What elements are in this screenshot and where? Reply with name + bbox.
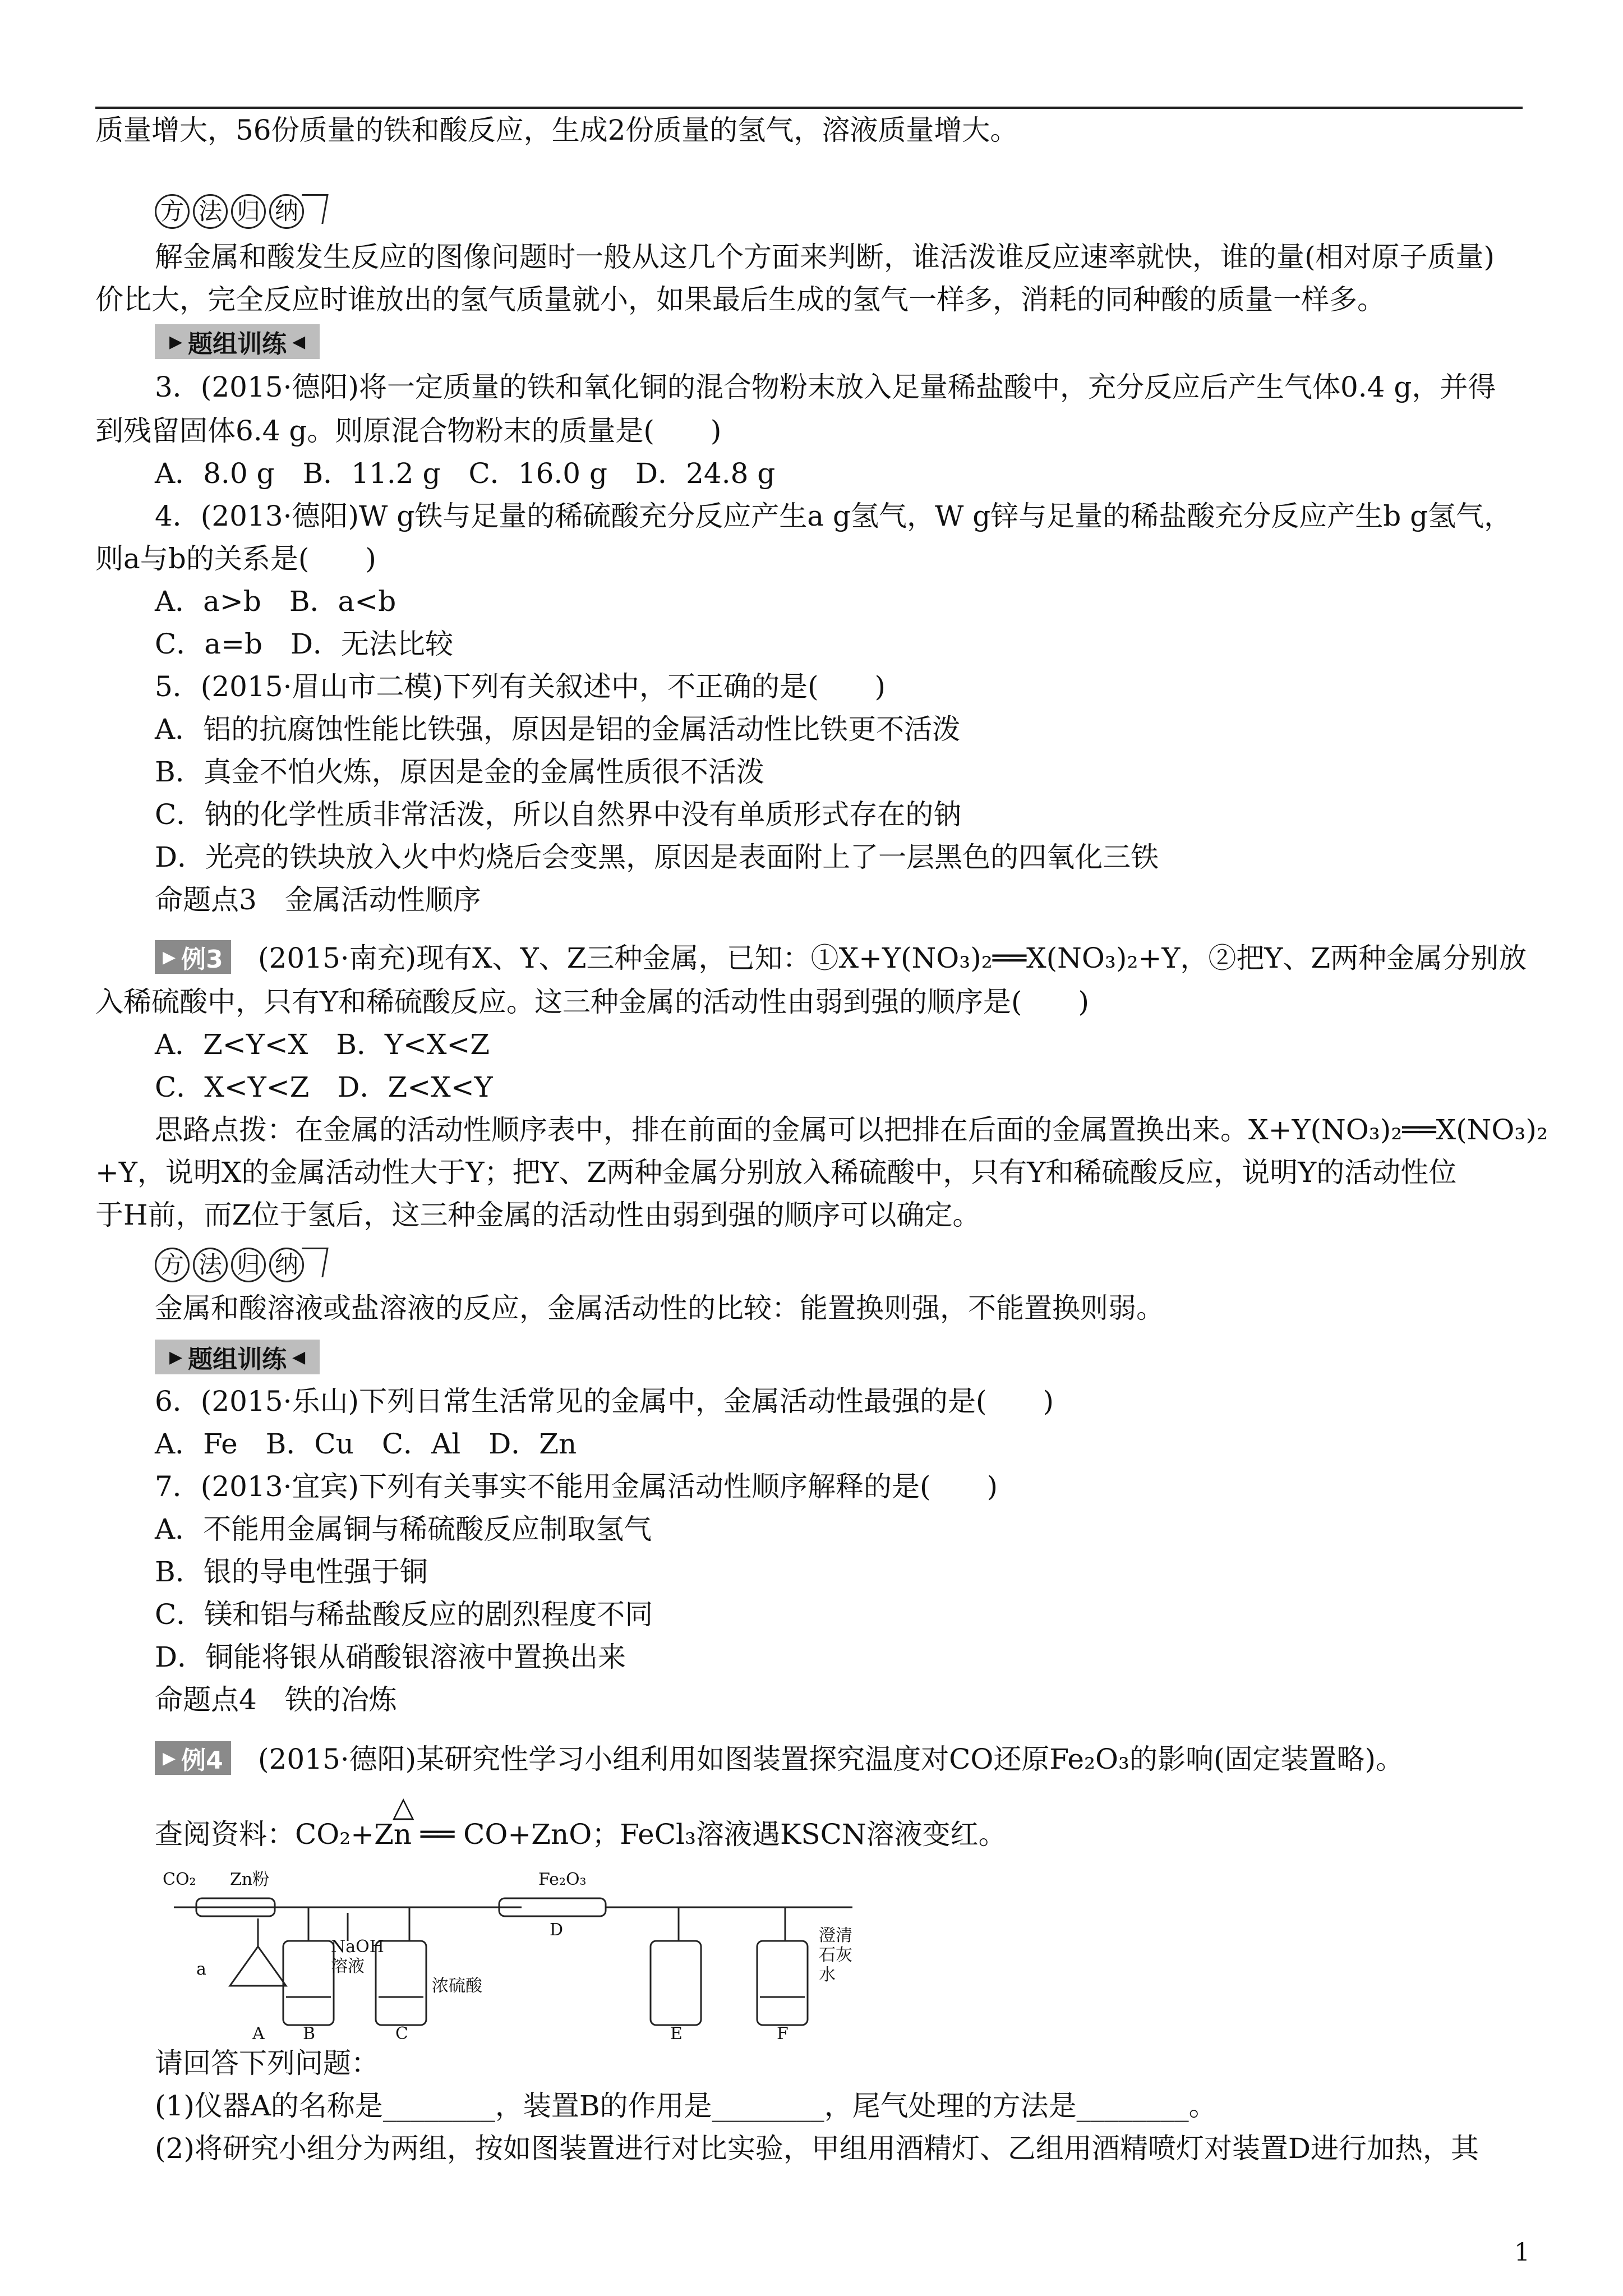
question-4-options: C．a=b D．无法比较: [155, 628, 454, 660]
label-F: F: [777, 2024, 789, 2042]
question-6-options: A．Fe B．Cu C．Al D．Zn: [155, 1428, 577, 1460]
example-3-options: C．X<Y<Z D．Z<X<Y: [155, 1071, 493, 1103]
bottle-f: [757, 1941, 808, 2025]
label-a: a: [196, 1959, 206, 1979]
apparatus-diagram: [163, 1857, 892, 2042]
example-label: 例4: [181, 1746, 223, 1775]
answer-intro: 请回答下列问题：: [155, 2047, 379, 2079]
method-summary-tag: [155, 193, 326, 230]
tag-arrow-icon: [297, 194, 328, 224]
method-char: 纳: [269, 1248, 304, 1282]
alcohol-lamp-a: [230, 1947, 286, 1986]
topic-4-heading: 命题点4 铁的冶炼: [155, 1683, 397, 1716]
hint-text: 思路点拨：在金属的活动性顺序表中，排在前面的金属可以把排在后面的金属置换出来。X+Y(NO₃)₂══X(NO₃)₂: [155, 1114, 1548, 1146]
topic-3-heading: 命题点3 金属活动性顺序: [155, 884, 481, 916]
question-7-option-c: C．镁和铝与稀盐酸反应的剧烈程度不同: [155, 1598, 653, 1631]
method-char: 纳: [269, 194, 304, 229]
question-5: 5．(2015·眉山市二模)下列有关叙述中，不正确的是( ): [155, 670, 886, 703]
label-lime-3: 水: [819, 1965, 836, 1985]
example-3-text: (2015·南充)现有X、Y、Z三种金属，已知：①X+Y(NO₃)₂══X(NO₃)₂+Y，②把Y、Z两种金属分别放: [258, 942, 1527, 974]
label-naoh: NaOH: [331, 1937, 384, 1957]
drill-tag: [155, 1340, 320, 1374]
label-D: D: [550, 1920, 564, 1940]
header-rule: [95, 107, 1523, 109]
question-3: 3．(2015·德阳)将一定质量的铁和氧化铜的混合物粉末放入足量稀盐酸中，充分反应后产生气体0.4 g，并得: [155, 371, 1496, 403]
question-3-options: A．8.0 g B．11.2 g C．16.0 g D．24.8 g: [155, 457, 776, 490]
example-3-options: A．Z<Y<X B．Y<X<Z: [155, 1028, 490, 1061]
heat-symbol: △: [393, 1791, 414, 1823]
triangle-right-icon: ▶: [169, 1347, 183, 1367]
method-char: 归: [231, 1248, 266, 1282]
method-text: 价比大，完全反应时谁放出的氢气质量就小，如果最后生成的氢气一样多，消耗的同种酸的质量一样多。: [95, 283, 1385, 316]
question-5-option-d: D．光亮的铁块放入火中灼烧后会变黑，原因是表面附上了一层黑色的四氧化三铁: [155, 841, 1159, 873]
triangle-left-icon: ◀: [292, 1347, 306, 1367]
drill-tag: [155, 324, 320, 359]
line-intro: 质量增大，56份质量的铁和酸反应，生成2份质量的氢气，溶液质量增大。: [95, 114, 1018, 146]
label-lime-1: 澄清: [819, 1926, 852, 1945]
drill-label: 题组训练: [188, 330, 287, 358]
question-5-option-a: A．铝的抗腐蚀性能比铁强，原因是铝的金属活动性比铁更不活泼: [155, 713, 961, 746]
question-5-option-b: B．真金不怕火炼，原因是金的金属性质很不活泼: [155, 756, 764, 788]
question-4: 4．(2013·德阳)W g铁与足量的稀硫酸充分反应产生a g氢气，W g锌与足量的稀盐酸充分反应产生b g氢气，: [155, 500, 1513, 532]
hint-text: +Y，说明X的金属活动性大于Y；把Y、Z两种金属分别放入稀硫酸中，只有Y和稀硫酸反应，说明Y的活动性位: [95, 1156, 1457, 1189]
triangle-right-icon: ▶: [163, 1748, 176, 1768]
example-4-text: (2015·德阳)某研究性学习小组利用如图装置探究温度对CO还原Fe₂O₃的影响(固定装置略)。: [258, 1743, 1404, 1775]
page-number: 1: [1514, 2238, 1530, 2267]
method-text: 金属和酸溶液或盐溶液的反应，金属活动性的比较：能置换则强，不能置换则弱。: [155, 1292, 1164, 1324]
label-co2: CO₂: [163, 1870, 196, 1889]
sub-question-1: (1)仪器A的名称是________，装置B的作用是________，尾气处理的方法是________。: [155, 2090, 1217, 2122]
question-4-options: A．a>b B．a<b: [155, 585, 396, 618]
method-text: 解金属和酸发生反应的图像问题时一般从这几个方面来判断，谁活泼谁反应速率就快，谁的量(相对原子质量): [155, 241, 1495, 273]
label-lime-2: 石灰: [819, 1945, 852, 1965]
method-char: 归: [231, 194, 266, 229]
question-7: 7．(2013·宜宾)下列有关事实不能用金属活动性顺序解释的是( ): [155, 1470, 998, 1503]
label-naoh-solution: 溶液: [331, 1957, 365, 1976]
example-3-tag: [155, 940, 231, 974]
question-6: 6．(2015·乐山)下列日常生活常见的金属中，金属活动性最强的是( ): [155, 1385, 1054, 1418]
triangle-left-icon: ◀: [292, 332, 306, 352]
drill-label: 题组训练: [188, 1345, 287, 1374]
label-C: C: [395, 2024, 408, 2042]
hint-text: 于H前，而Z位于氢后，这三种金属的活动性由弱到强的顺序可以确定。: [95, 1199, 981, 1231]
method-char: 方: [155, 1248, 190, 1282]
question-7-option-d: D．铜能将银从硝酸银溶液中置换出来: [155, 1641, 626, 1673]
triangle-right-icon: ▶: [163, 947, 176, 967]
question-5-option-c: C．钠的化学性质非常活泼，所以自然界中没有单质形式存在的钠: [155, 798, 962, 831]
reference-text: 查阅资料：CO₂+Zn ══ CO+ZnO；FeCl₃溶液遇KSCN溶液变红。: [155, 1818, 1007, 1851]
triangle-right-icon: ▶: [169, 332, 183, 352]
label-h2so4: 浓硫酸: [432, 1976, 482, 1996]
question-7-option-b: B．银的导电性强于铜: [155, 1556, 428, 1588]
method-char: 方: [155, 194, 190, 229]
label-B: B: [303, 2024, 316, 2042]
tag-arrow-icon: [297, 1248, 328, 1277]
method-char: 法: [193, 194, 228, 229]
question-7-option-a: A．不能用金属铜与稀硫酸反应制取氢气: [155, 1513, 652, 1545]
sub-question-2: (2)将研究小组分为两组，按如图装置进行对比实验，甲组用酒精灯、乙组用酒精喷灯对装置D进行加热，其: [155, 2132, 1479, 2165]
label-E: E: [670, 2024, 683, 2042]
example-3-cont: 入稀硫酸中，只有Y和稀硫酸反应。这三种金属的活动性由弱到强的顺序是( ): [95, 986, 1090, 1018]
example-4-tag: [155, 1741, 231, 1775]
bottle-b: [283, 1941, 334, 2025]
label-A: A: [252, 2024, 265, 2042]
label-zn: Zn粉: [230, 1870, 270, 1889]
method-summary-tag: [155, 1246, 326, 1283]
question-3-cont: 到残留固体6.4 g。则原混合物粉末的质量是( ): [95, 415, 722, 447]
bottle-e: [651, 1941, 701, 2025]
question-4-cont: 则a与b的关系是( ): [95, 542, 376, 575]
example-label: 例3: [181, 945, 223, 974]
method-char: 法: [193, 1248, 228, 1282]
label-fe2o3: Fe₂O₃: [538, 1870, 587, 1889]
